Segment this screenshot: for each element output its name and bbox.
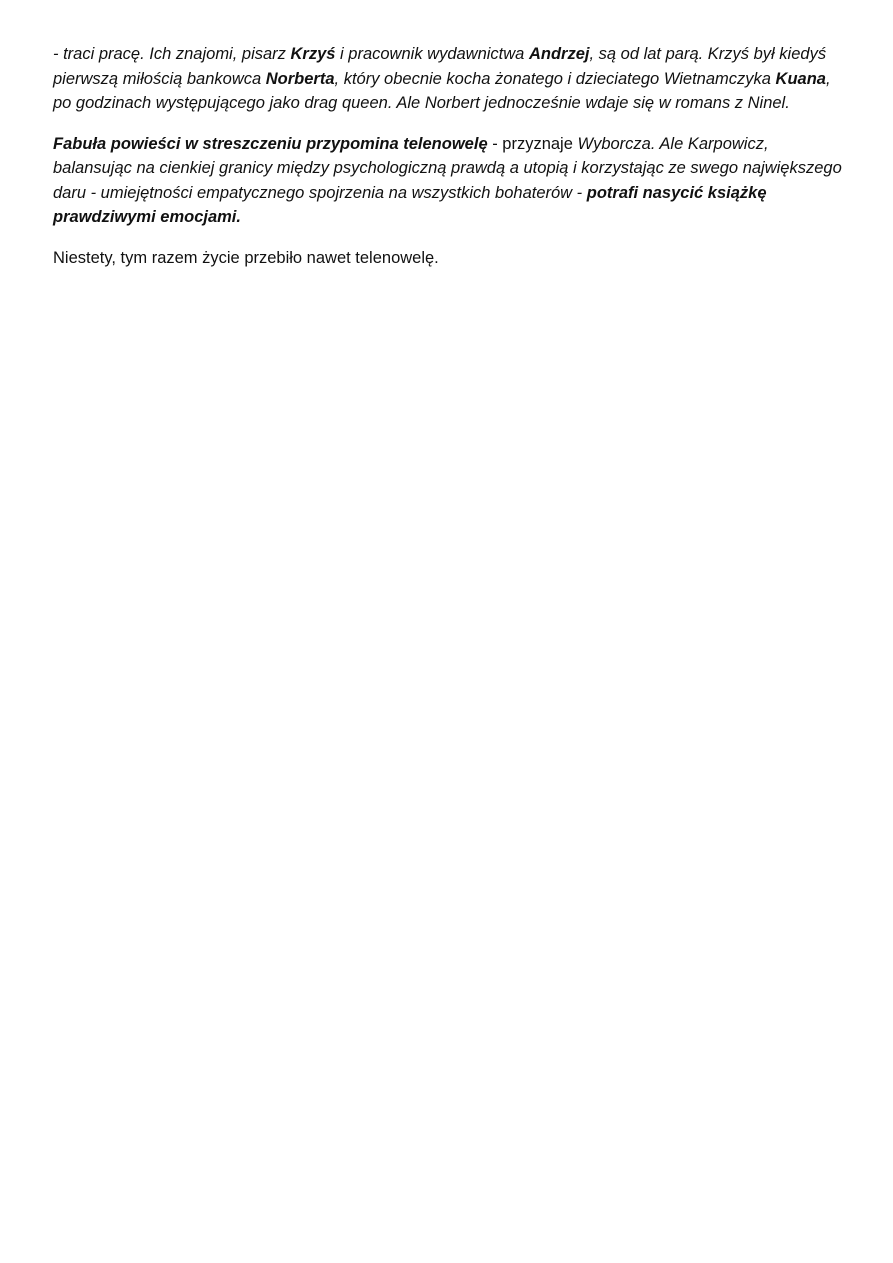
- text-run: , który obecnie kocha żonatego i dzieciatego Wietnamczyka: [334, 69, 776, 88]
- character-name-andrzej: Andrzej: [528, 45, 590, 63]
- paragraph-review-quote: [53, 132, 843, 230]
- text-run: - traci pracę. Ich znajomi, pisarz: [53, 45, 291, 63]
- text-run: . Ale Karpowicz, balansując na cienkiej granicy między psychologiczną prawdą a utopią i korzystając ze swego największego daru - umiejętności empatycznego spojrzenia na wszystkich bohaterów -: [53, 134, 842, 202]
- paragraph-plot-summary: [53, 42, 843, 116]
- text-run: Niestety, tym razem życie przebiło nawet telenowelę.: [53, 248, 439, 267]
- source-name-wyborcza: Wyborcza: [577, 134, 651, 153]
- text-run: - przyznaje: [487, 134, 578, 153]
- text-run: i pracownik wydawnictwa: [335, 45, 529, 63]
- text-run: , po godzinach występującego jako drag queen. Ale Norbert jednocześnie wdaje się w romans z Ninel.: [53, 69, 831, 112]
- emphasis-telenovela: Fabuła powieści w streszczeniu przypomina telenowelę: [53, 134, 488, 153]
- text-run: , są od lat parą. Krzyś był kiedyś pierwszą miłością bankowca: [53, 45, 827, 88]
- paragraph-closing: [53, 246, 843, 271]
- character-name-norbert: Norberta: [265, 69, 335, 88]
- character-name-kuan: Kuana: [775, 69, 826, 88]
- document-body: [53, 42, 843, 286]
- emphasis-emotions: potrafi nasycić książkę prawdziwymi emocjami.: [53, 183, 767, 226]
- character-name-krzys: Krzyś: [290, 45, 336, 63]
